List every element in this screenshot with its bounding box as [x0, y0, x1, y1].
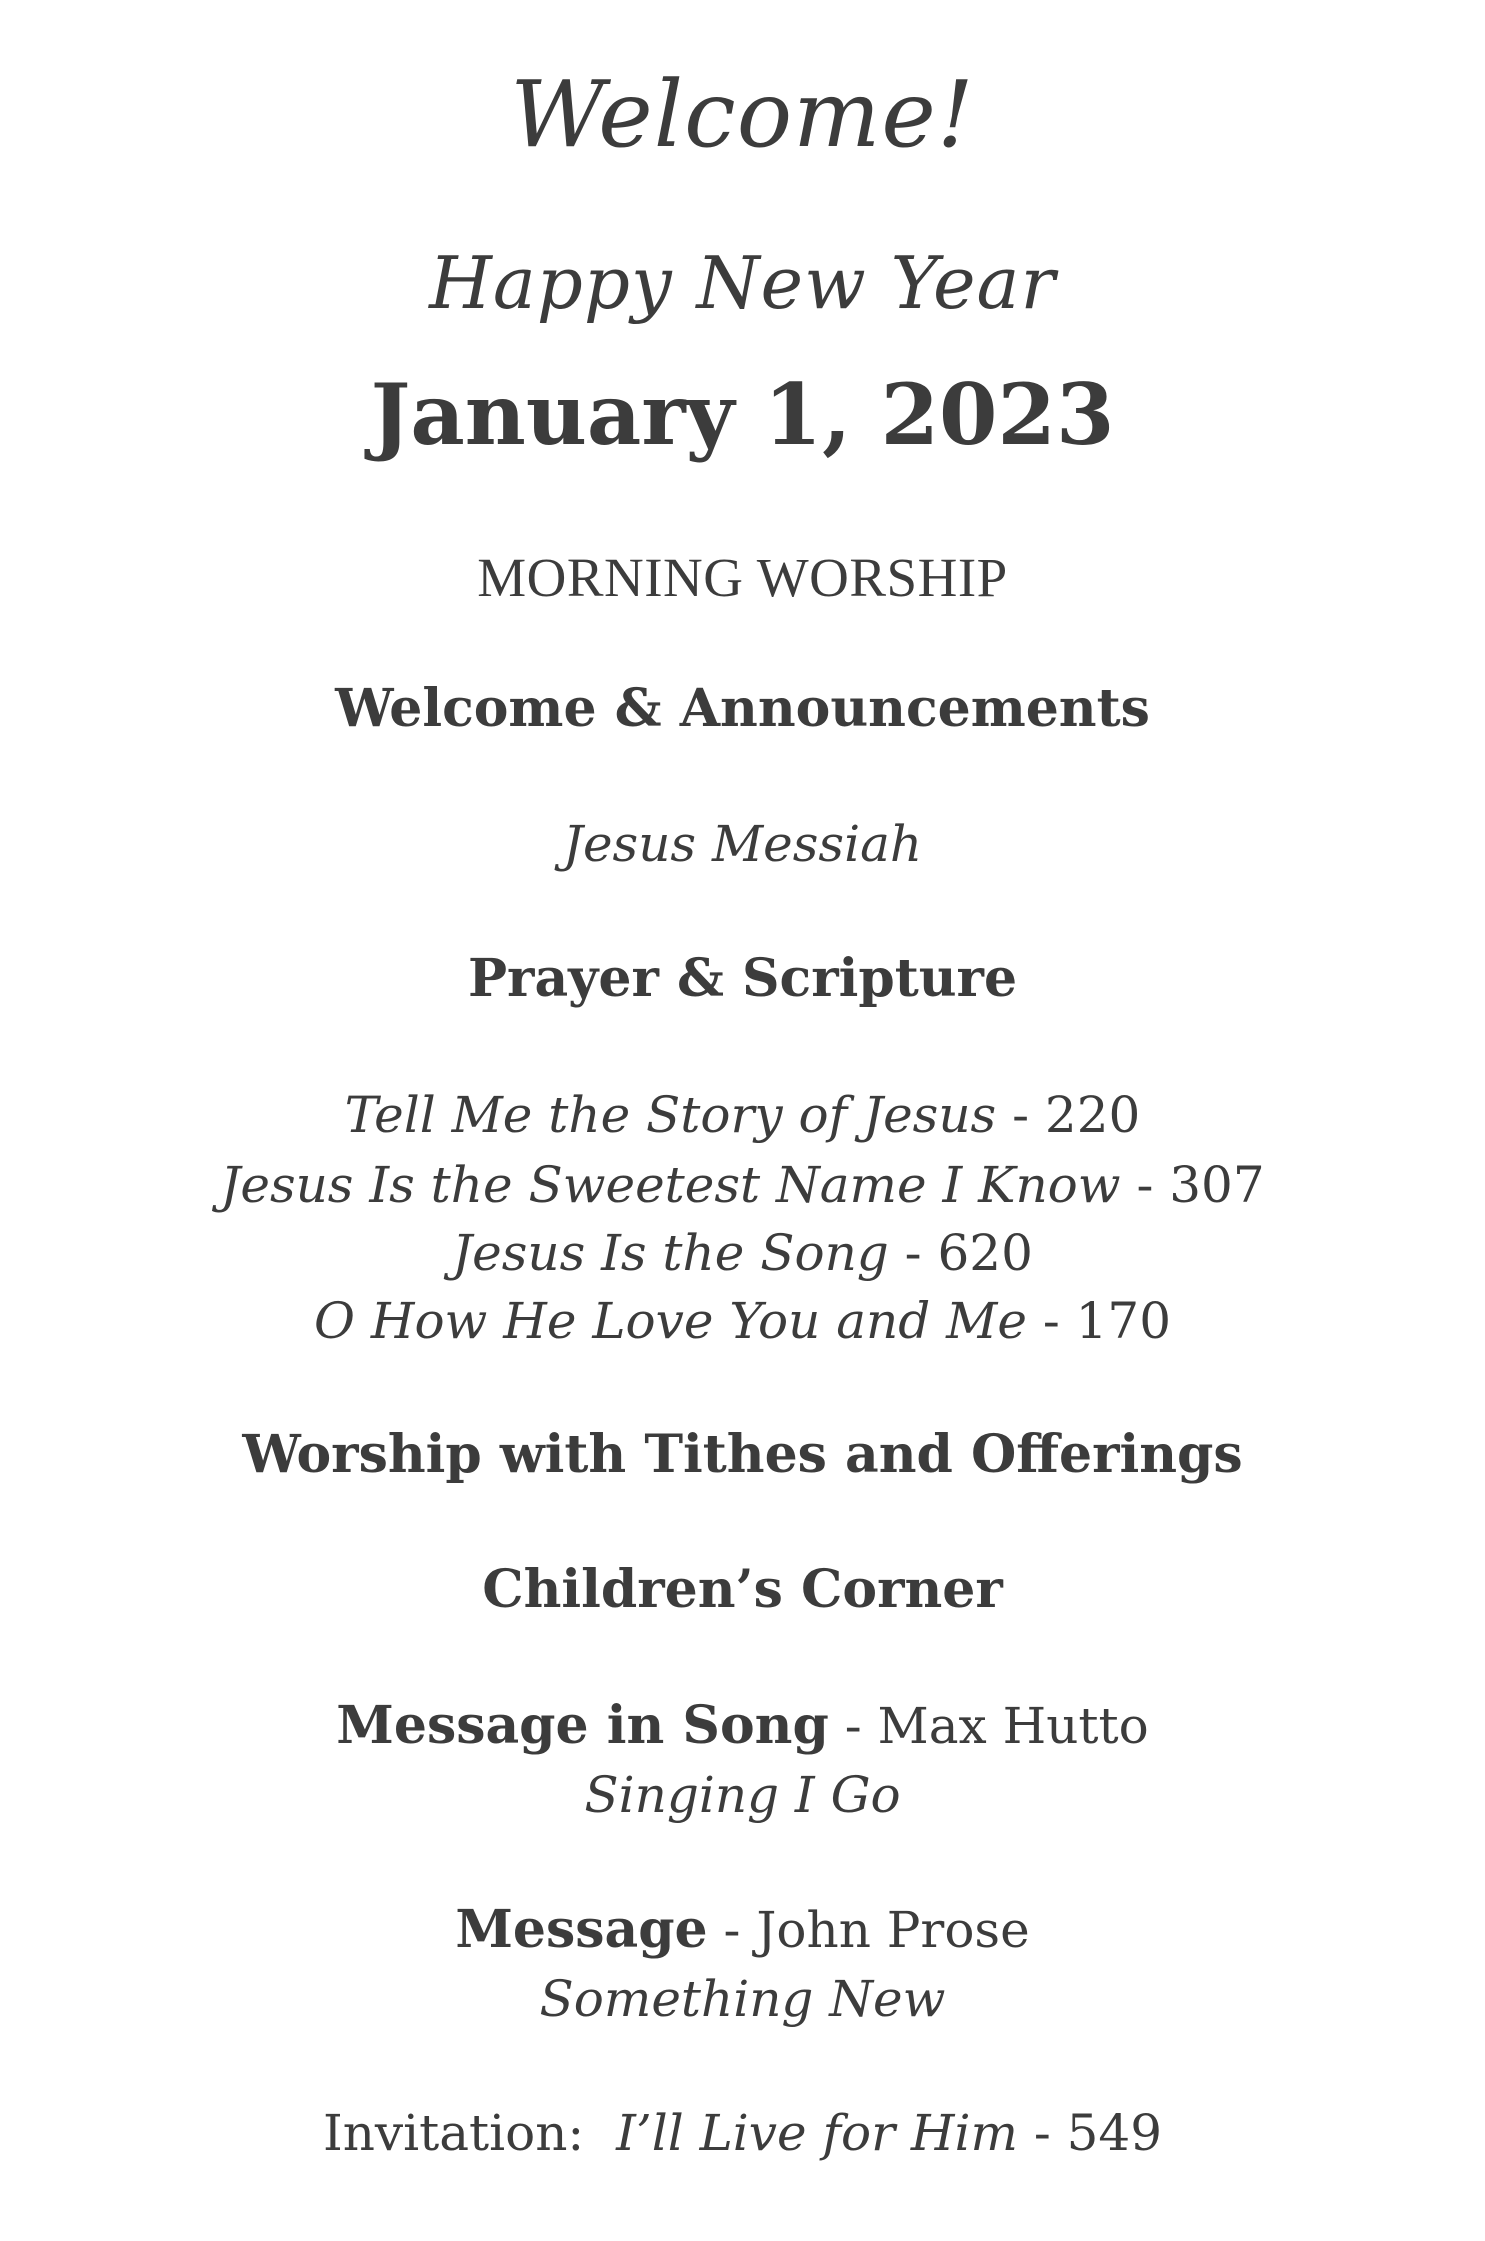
message-in-song-line — [0, 1693, 1485, 1771]
message-in-song-performer: Max Hutto — [877, 1697, 1149, 1755]
hymn-separator: - — [996, 1086, 1045, 1144]
separator: - — [828, 1697, 878, 1755]
hymn-separator: - — [1120, 1156, 1170, 1214]
hymn-number: 170 — [1075, 1292, 1172, 1350]
welcome-announcements-heading: Welcome & Announcements — [335, 678, 1150, 739]
service-name: MORNING WORSHIP — [477, 547, 1008, 608]
hymn-title: Jesus Is the Sweetest Name I Know — [220, 1156, 1121, 1214]
hymn-title: Jesus Is the Song — [452, 1224, 889, 1282]
message-speaker: John Prose — [756, 1901, 1030, 1959]
message-label: Message — [455, 1899, 708, 1960]
hymn-separator: - — [888, 1224, 938, 1282]
hymn-title: O How He Love You and Me — [313, 1292, 1027, 1350]
tithes-offerings-heading: Worship with Tithes and Offerings — [242, 1424, 1243, 1485]
invitation-song: I’ll Live for Him — [616, 2104, 1018, 2162]
welcome-title: Welcome! — [510, 61, 975, 168]
hymn-line — [0, 1082, 1485, 1148]
message-in-song-label: Message in Song — [336, 1695, 829, 1756]
hymn-line — [0, 1288, 1485, 1354]
childrens-corner-heading: Children’s Corner — [482, 1559, 1003, 1620]
hymn-number: 220 — [1044, 1086, 1141, 1144]
hymn-number: 307 — [1169, 1156, 1265, 1214]
invitation-number: 549 — [1066, 2104, 1163, 2162]
hymn-title: Tell Me the Story of Jesus — [344, 1086, 997, 1144]
hymn-separator: - — [1026, 1292, 1076, 1350]
invitation-label: Invitation: — [322, 2104, 585, 2162]
message-title: Something New — [539, 1970, 946, 2028]
greeting-title: Happy New Year — [429, 241, 1056, 325]
message-in-song-title: Singing I Go — [584, 1766, 901, 1824]
service-date: January 1, 2023 — [370, 365, 1115, 464]
hymn-line — [0, 1152, 1485, 1218]
prayer-scripture-heading: Prayer & Scripture — [467, 948, 1018, 1009]
message-line — [0, 1897, 1485, 1975]
hymn-line — [0, 1220, 1485, 1286]
separator: - — [707, 1901, 757, 1959]
separator: - — [1017, 2104, 1067, 2162]
invitation-line — [0, 2100, 1485, 2166]
opening-song: Jesus Messiah — [562, 815, 923, 873]
hymn-number: 620 — [937, 1224, 1033, 1282]
